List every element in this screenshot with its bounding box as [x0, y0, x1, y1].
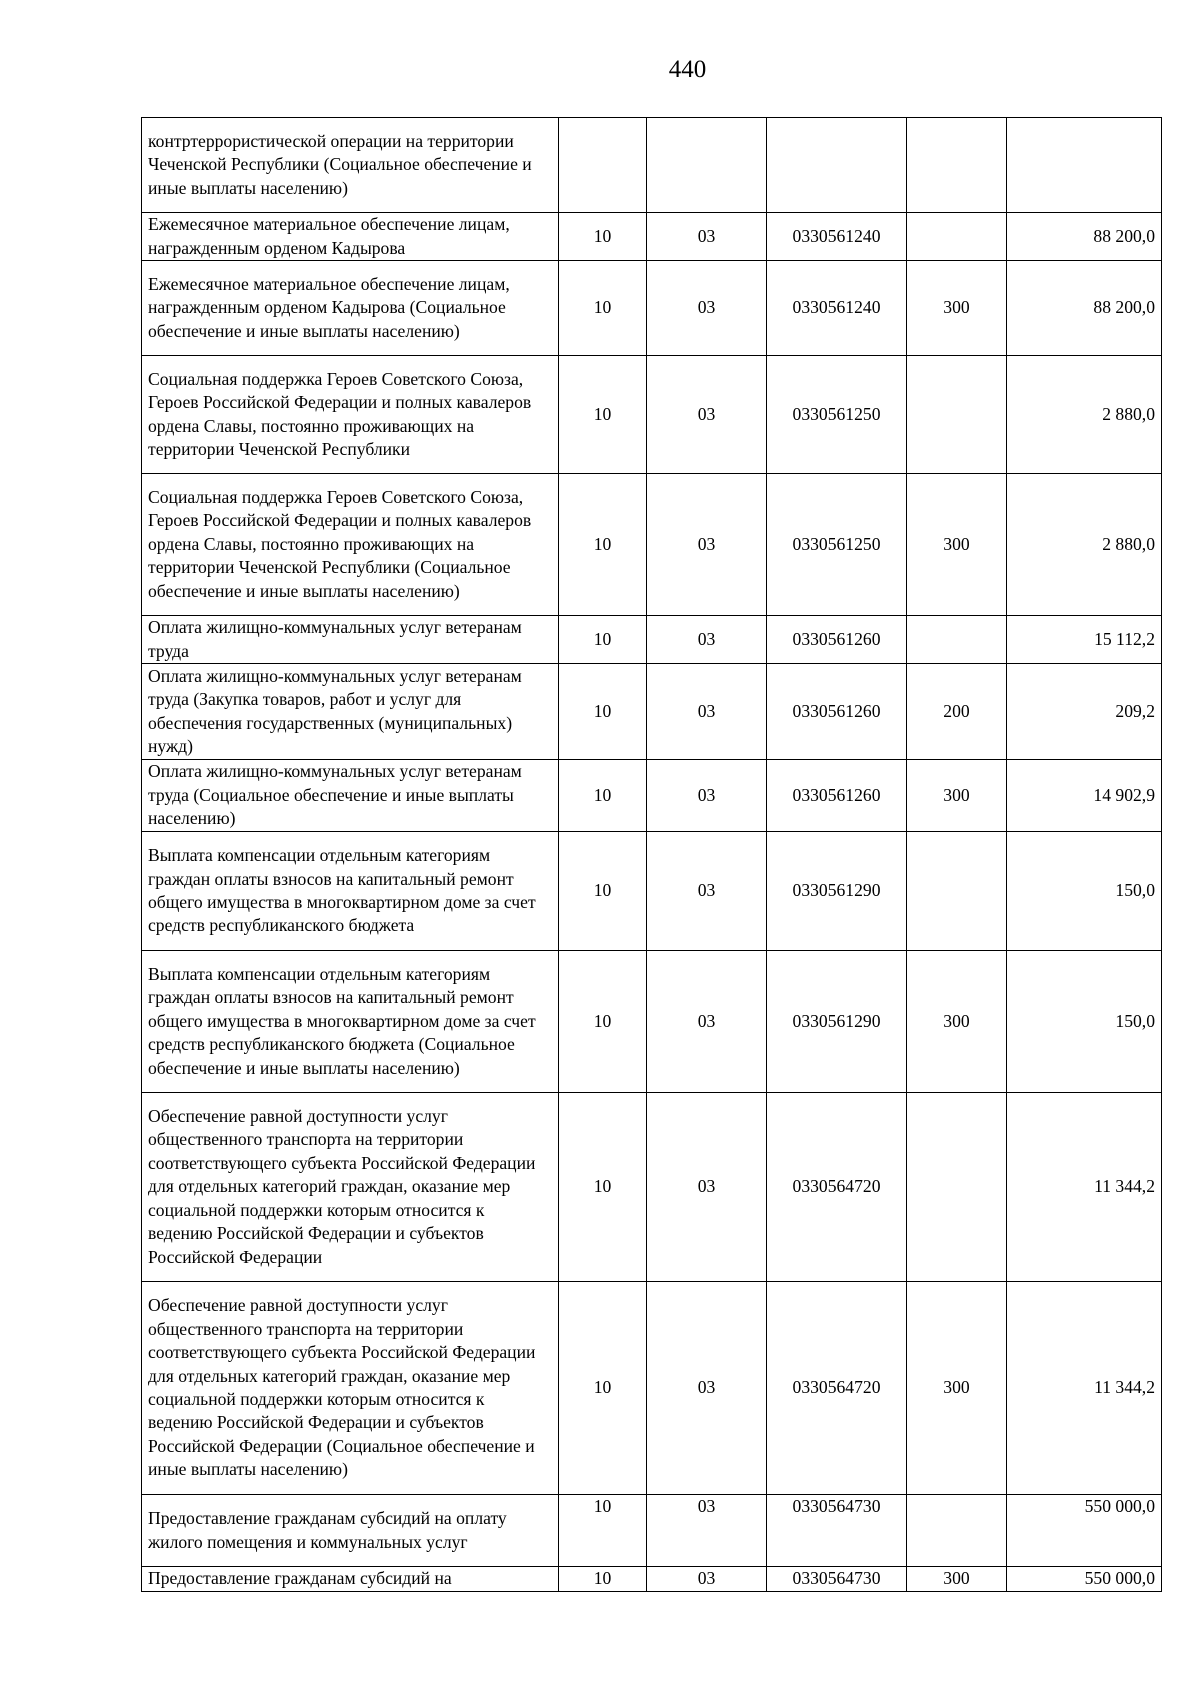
row-name: контртеррористической операции на территории Чеченской Республики (Социальное обеспечение и иные выплаты населению): [142, 118, 559, 213]
table-row: [142, 616, 1162, 664]
table-row: [142, 474, 1162, 616]
row-name: Обеспечение равной доступности услуг общественного транспорта на территории соответствующего субъекта Российской Федерации для отдельных категорий граждан, оказание мер социальной поддержки которым относится к ведению Российской Федерации и субъектов Российской Федерации: [142, 1093, 559, 1282]
row-subsection: 03: [647, 1495, 767, 1567]
row-target-article: 0330561250: [767, 474, 907, 616]
row-subsection: 03: [647, 951, 767, 1093]
budget-table: [141, 117, 1162, 1592]
row-section: 10: [559, 664, 647, 760]
row-name: Предоставление гражданам субсидий на: [142, 1567, 559, 1592]
row-target-article: 0330561290: [767, 832, 907, 951]
row-subsection: 03: [647, 1093, 767, 1282]
row-subsection: 03: [647, 616, 767, 664]
row-subsection: 03: [647, 213, 767, 261]
row-target-article: 0330561260: [767, 664, 907, 760]
row-subsection: 03: [647, 261, 767, 356]
row-amount: 2 880,0: [1007, 474, 1162, 616]
row-subsection: 03: [647, 1567, 767, 1592]
row-section: 10: [559, 474, 647, 616]
table-row: [142, 1495, 1162, 1567]
table-row: [142, 118, 1162, 213]
table-row: [142, 356, 1162, 474]
row-subsection: 03: [647, 1282, 767, 1495]
row-target-article: 0330561290: [767, 951, 907, 1093]
row-expense-type: 300: [907, 261, 1007, 356]
row-expense-type: [907, 1495, 1007, 1567]
row-expense-type: [907, 356, 1007, 474]
row-name: Выплата компенсации отдельным категориям граждан оплаты взносов на капитальный ремонт общего имущества в многоквартирном доме за счет средств республиканского бюджета (Социальное обеспечение и иные выплаты населению): [142, 951, 559, 1093]
row-section: 10: [559, 213, 647, 261]
row-name: Оплата жилищно-коммунальных услуг ветеранам труда: [142, 616, 559, 664]
row-expense-type: [907, 118, 1007, 213]
row-section: 10: [559, 1093, 647, 1282]
row-section: 10: [559, 261, 647, 356]
row-amount: 88 200,0: [1007, 213, 1162, 261]
row-expense-type: 300: [907, 1282, 1007, 1495]
row-section: 10: [559, 356, 647, 474]
row-subsection: 03: [647, 664, 767, 760]
row-amount: 150,0: [1007, 832, 1162, 951]
row-section: 10: [559, 616, 647, 664]
row-section: 10: [559, 951, 647, 1093]
row-name: Оплата жилищно-коммунальных услуг ветеранам труда (Закупка товаров, работ и услуг для обеспечения государственных (муниципальных) нужд): [142, 664, 559, 760]
row-subsection: [647, 118, 767, 213]
row-amount: 150,0: [1007, 951, 1162, 1093]
row-amount: 11 344,2: [1007, 1282, 1162, 1495]
row-subsection: 03: [647, 760, 767, 832]
row-expense-type: [907, 832, 1007, 951]
table-row: [142, 1282, 1162, 1495]
row-amount: 2 880,0: [1007, 356, 1162, 474]
row-section: 10: [559, 832, 647, 951]
table-row: [142, 951, 1162, 1093]
row-expense-type: [907, 1093, 1007, 1282]
row-name: Выплата компенсации отдельным категориям граждан оплаты взносов на капитальный ремонт общего имущества в многоквартирном доме за счет средств республиканского бюджета: [142, 832, 559, 951]
row-expense-type: 300: [907, 760, 1007, 832]
row-target-article: 0330561250: [767, 356, 907, 474]
row-target-article: 0330564730: [767, 1567, 907, 1592]
row-name: Социальная поддержка Героев Советского Союза, Героев Российской Федерации и полных кавалеров ордена Славы, постоянно проживающих на территории Чеченской Республики (Социальное обеспечение и иные выплаты населению): [142, 474, 559, 616]
row-amount: 11 344,2: [1007, 1093, 1162, 1282]
table-row: [142, 664, 1162, 760]
row-name: Оплата жилищно-коммунальных услуг ветеранам труда (Социальное обеспечение и иные выплаты населению): [142, 760, 559, 832]
row-target-article: 0330561240: [767, 213, 907, 261]
row-target-article: 0330564720: [767, 1093, 907, 1282]
row-name: Обеспечение равной доступности услуг общественного транспорта на территории соответствующего субъекта Российской Федерации для отдельных категорий граждан, оказание мер социальной поддержки которым относится к ведению Российской Федерации и субъектов Российской Федерации (Социальное обеспечение и иные выплаты населению): [142, 1282, 559, 1495]
row-amount: 14 902,9: [1007, 760, 1162, 832]
row-expense-type: 200: [907, 664, 1007, 760]
row-section: [559, 118, 647, 213]
row-expense-type: [907, 616, 1007, 664]
row-subsection: 03: [647, 832, 767, 951]
row-section: 10: [559, 1567, 647, 1592]
row-target-article: 0330561260: [767, 760, 907, 832]
row-name: Ежемесячное материальное обеспечение лицам, награжденным орденом Кадырова (Социальное обеспечение и иные выплаты населению): [142, 261, 559, 356]
row-name: Социальная поддержка Героев Советского Союза, Героев Российской Федерации и полных кавалеров ордена Славы, постоянно проживающих на территории Чеченской Республики: [142, 356, 559, 474]
row-subsection: 03: [647, 474, 767, 616]
row-amount: 209,2: [1007, 664, 1162, 760]
page-number: 440: [668, 56, 707, 83]
row-amount: 88 200,0: [1007, 261, 1162, 356]
table-row: [142, 832, 1162, 951]
table-row: [142, 261, 1162, 356]
table-row: [142, 213, 1162, 261]
table-row: [142, 1567, 1162, 1592]
row-target-article: [767, 118, 907, 213]
row-name: Ежемесячное материальное обеспечение лицам, награжденным орденом Кадырова: [142, 213, 559, 261]
row-expense-type: [907, 213, 1007, 261]
row-amount: 15 112,2: [1007, 616, 1162, 664]
row-target-article: 0330561260: [767, 616, 907, 664]
row-expense-type: 300: [907, 951, 1007, 1093]
row-amount: 550 000,0: [1007, 1495, 1162, 1567]
row-name: Предоставление гражданам субсидий на оплату жилого помещения и коммунальных услуг: [142, 1495, 559, 1567]
row-target-article: 0330561240: [767, 261, 907, 356]
row-section: 10: [559, 1495, 647, 1567]
budget-table-body: [142, 118, 1162, 1592]
row-amount: [1007, 118, 1162, 213]
table-row: [142, 1093, 1162, 1282]
row-expense-type: 300: [907, 1567, 1007, 1592]
row-section: 10: [559, 1282, 647, 1495]
row-expense-type: 300: [907, 474, 1007, 616]
row-target-article: 0330564730: [767, 1495, 907, 1567]
row-subsection: 03: [647, 356, 767, 474]
row-amount: 550 000,0: [1007, 1567, 1162, 1592]
row-section: 10: [559, 760, 647, 832]
table-row: [142, 760, 1162, 832]
row-target-article: 0330564720: [767, 1282, 907, 1495]
